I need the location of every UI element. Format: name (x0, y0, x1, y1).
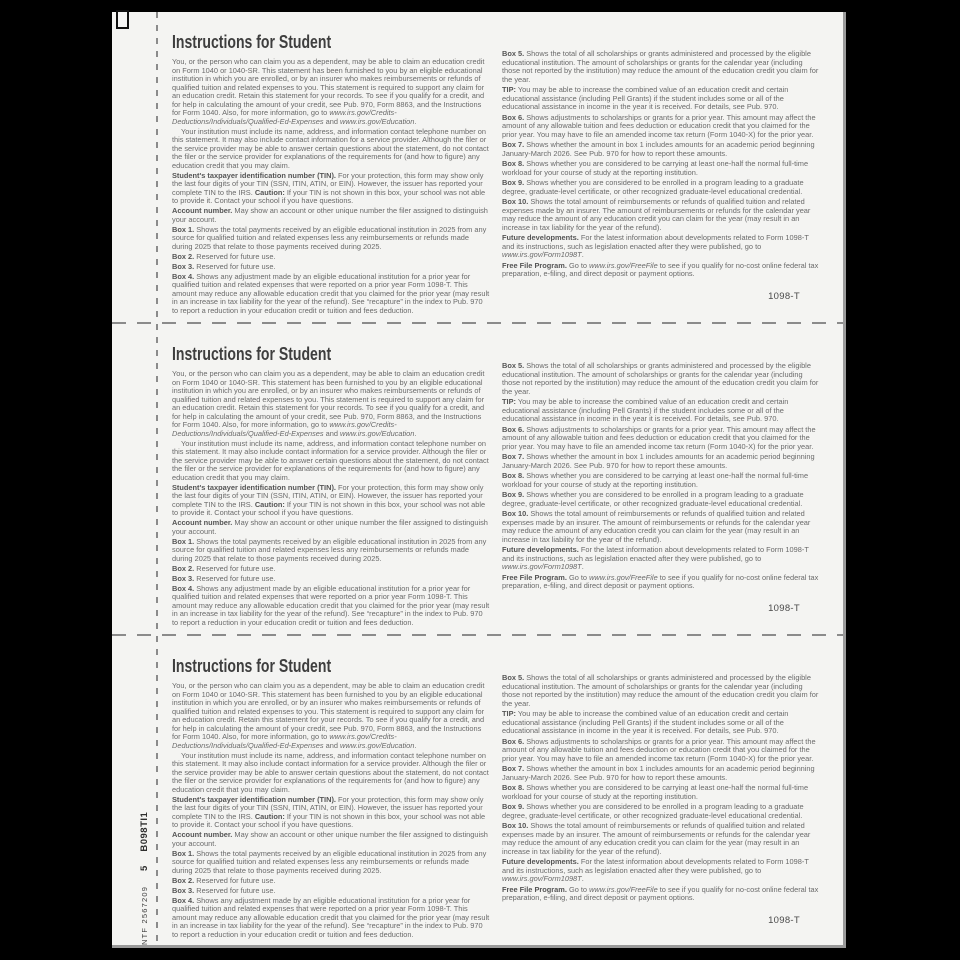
text-run: Box 9. (502, 178, 525, 187)
text-run: . (581, 250, 584, 259)
text-run: Shows whether you are considered to be carrying at least one-half the normal full-time workload for your course of study at the reporting institution. (502, 159, 809, 177)
print-spine-text (138, 812, 150, 945)
text-run: Go to (566, 260, 590, 270)
left-column-paragraphs (172, 370, 490, 627)
text-run: For the latest information about developments related to Form 1098-T and its instructions, such as legislation enacted after they were published, go to (502, 545, 809, 563)
form-page (112, 12, 846, 948)
text-run: and (323, 428, 341, 438)
text-run: Caution: (254, 811, 285, 821)
text-run: Shows the total amount of reimbursements or refunds of qualified tuition and related expenses made by an insurer. The amount of reimbursements or refunds for the calendar year may reduce the amount of any education credit you can claim for the year (may result in an increase in tax liability for the year of the refund). (502, 509, 811, 544)
left-column-paragraphs (172, 682, 490, 939)
paragraph (502, 674, 822, 708)
text-run: You, or the person who can claim you as a dependent, may be able to claim an education credit on Form 1040 or 1040-SR. This statement has been furnished to you by an eligible educational institution in which you are enrolled, or by an insurer who makes reimbursements or refunds of qualified tuition and related expenses to you. This statement is required to support any claim for an education credit. Retain this statement for your records. To see if you qualify for a credit, and for help in calculating the amount of your credit, see Pub. 970, Form 8863, and the Instructions for Form 1040. Also, for more information, go to (172, 681, 485, 741)
text-run: Box 8. (502, 783, 525, 792)
text-run: . (414, 740, 417, 750)
text-run: Future developments. (502, 233, 579, 242)
text-run: Shows whether you are considered to be enrolled in a program leading to a graduate degree, graduate-level certificate, or other recognized graduate-level educational credential. (502, 178, 804, 196)
right-column (502, 324, 822, 593)
text-run: Box 5. (502, 673, 525, 682)
left-column (172, 636, 490, 941)
text-run: Box 6. (502, 424, 525, 434)
text-run: Box 3. (172, 573, 195, 583)
paragraph (172, 897, 490, 940)
text-run: . (414, 116, 417, 126)
paragraph (172, 58, 490, 126)
text-run: You may be able to increase the combined value of an education credit and certain educational assistance (including Pell Grants) if the student includes some or all of the educational assistance in income in the year it is received. For details, see Pub. 970. (502, 709, 789, 735)
left-column (172, 12, 490, 317)
paragraph (172, 831, 490, 848)
text-run: Box 4. (172, 271, 195, 281)
instructions-panel (172, 12, 822, 324)
paragraph (172, 484, 490, 518)
paragraph (502, 86, 822, 112)
text-run: Shows any adjustment made by an eligible educational institution for a prior year for qualified tuition and related expenses that were reported on a prior year Form 1098-T. This amount may reduce any allowable education credit that you claimed for the prior year (may result in an increase in tax liability for the year of the refund). See “recapture” in the index to Pub. 970 to report a reduction in your education credit or tuition and fees deduction. (172, 583, 490, 627)
text-run: www.irs.gov/FreeFile (589, 260, 658, 270)
ntf-number: NTF 2567209 (139, 885, 149, 945)
paragraph (172, 253, 490, 262)
text-run: TIP: (502, 709, 516, 718)
text-run: . (414, 428, 417, 438)
text-run: www.irs.gov/Credits-Deductions/Individuals/Qualified-Ed-Expenses (172, 732, 397, 750)
right-column (502, 12, 822, 281)
text-run: Free File Program. (502, 260, 567, 270)
text-run: You may be able to increase the combined value of an education credit and certain educational assistance (including Pell Grants) if the student includes some or all of the educational assistance in income in the year it is received. For details, see Pub. 970. (502, 397, 789, 423)
paragraph (172, 519, 490, 536)
text-run: Box 10. (502, 821, 529, 830)
text-run: Shows whether the amount in box 1 includes amounts for an academic period beginning January-March 2026. See Pub. 970 for how to report these amounts. (502, 764, 815, 782)
paragraph (502, 546, 822, 572)
text-run: Shows any adjustment made by an eligible educational institution for a prior year for qualified tuition and related expenses that were reported on a prior year Form 1098-T. This amount may reduce any allowable education credit that you claimed for the prior year (may result in an increase in tax liability for the year of the refund). See “recapture” in the index to Pub. 970 to report a reduction in your education credit or tuition and fees deduction. (172, 271, 490, 315)
text-run: May show an account or other unique number the filer assigned to distinguish your account. (172, 518, 488, 536)
text-run: You, or the person who can claim you as a dependent, may be able to claim an education credit on Form 1040 or 1040-SR. This statement has been furnished to you by an eligible educational institution in which you are enrolled, or by an insurer who makes reimbursements or refunds of qualified tuition and related expenses to you. This statement is required to support any claim for an education credit. Retain this statement for your records. To see if you qualify for a credit, and for help in calculating the amount of your credit, see Pub. 970, Form 8863, and the Instructions for Form 1040. Also, for more information, go to (172, 369, 485, 429)
instructions-panel (172, 636, 822, 948)
text-run: Reserved for future use. (194, 573, 276, 583)
text-run: Shows the total amount of reimbursements or refunds of qualified tuition and related expenses made by an insurer. The amount of reimbursements or refunds for the calendar year may reduce the amount of any education credit you can claim for the year (may result in an increase in tax liability for the year of the refund). (502, 197, 811, 232)
text-run: www.irs.gov/FreeFile (589, 884, 658, 894)
paragraph (502, 710, 822, 736)
text-run: Box 7. (502, 140, 525, 149)
paragraph (502, 453, 822, 470)
text-run: Shows whether the amount in box 1 includes amounts for an academic period beginning January-March 2026. See Pub. 970 for how to report these amounts. (502, 452, 815, 470)
text-run: Box 6. (502, 736, 525, 746)
text-run: Shows adjustments to scholarships or grants for a prior year. This amount may affect the amount of any allowable tuition and fees deduction or education credit that you claimed for the prior year. You may have to file an amended income tax return (Form 1040-X) for the prior year. (502, 424, 816, 451)
paragraph (502, 510, 822, 544)
text-run: . (581, 562, 584, 571)
text-run: Account number. (172, 206, 233, 215)
text-run: Free File Program. (502, 884, 567, 894)
paragraph (172, 887, 490, 896)
paragraph (502, 574, 822, 591)
text-run: Box 1. (172, 848, 195, 858)
text-run: Reserved for future use. (194, 251, 276, 261)
text-run: Box 5. (502, 49, 525, 58)
text-run: Box 3. (172, 885, 195, 895)
text-run: Box 3. (172, 261, 195, 271)
text-run: to see if you qualify for no-cost online federal tax preparation, e-filing, and direct deposit or payment options. (502, 884, 819, 902)
text-run: . (581, 874, 584, 883)
text-run: www.irs.gov/Form1098T (502, 250, 582, 259)
text-run: If your TIN is not shown in this box, your school was not able to provide it. Contact your school if you have questions. (172, 187, 486, 205)
text-run: If your TIN is not shown in this box, your school was not able to provide it. Contact your school if you have questions. (172, 811, 486, 829)
text-run: Box 2. (172, 563, 195, 573)
paragraph (502, 426, 822, 452)
text-run: Caution: (254, 499, 285, 509)
paragraph (172, 575, 490, 584)
paragraph (172, 796, 490, 830)
text-run: TIP: (502, 85, 516, 94)
text-run: Shows the total amount of reimbursements or refunds of qualified tuition and related expenses made by an insurer. The amount of reimbursements or refunds for the calendar year may reduce the amount of any education credit you can claim for the year (may result in an increase in tax liability for the year of the refund). (502, 821, 811, 856)
paragraph (172, 440, 490, 483)
text-run: For the latest information about developments related to Form 1098-T and its instructions, such as legislation enacted after they were published, go to (502, 857, 809, 875)
text-run: Shows the total of all scholarships or grants administered and processed by the eligible educational institution. The amount of scholarships or grants for the calendar year (including those not reported by the institution) may reduce the amount of the education credit you claim for the year. (502, 361, 819, 396)
text-run: Shows adjustments to scholarships or grants for a prior year. This amount may affect the amount of any allowable tuition and fees deduction or education credit that you claimed for the prior year. You may have to file an amended income tax return (Form 1040-X) for the prior year. (502, 736, 816, 763)
text-run: Shows adjustments to scholarships or grants for a prior year. This amount may affect the amount of any allowable tuition and fees deduction or education credit that you claimed for the prior year. You may have to file an amended income tax return (Form 1040-X) for the prior year. (502, 112, 816, 139)
text-run: Shows the total payments received by an eligible educational institution in 2025 from any source for qualified tuition and related expenses less any reimbursements or refunds made during 2025 that relate to those payments received during 2025. (172, 536, 487, 563)
text-run: For your protection, this form may show only the last four digits of your TIN (SSN, ITIN, ATIN, or EIN). However, the issuer has reported your complete TIN to the IRS. (172, 794, 484, 821)
text-run: Box 2. (172, 251, 195, 261)
text-run: Account number. (172, 518, 233, 527)
paragraph (172, 263, 490, 272)
text-run: Go to (566, 572, 590, 582)
text-run: Box 2. (172, 875, 195, 885)
text-run: May show an account or other unique number the filer assigned to distinguish your account. (172, 830, 488, 848)
text-run: Reserved for future use. (194, 261, 276, 271)
paragraph (502, 886, 822, 903)
paragraph (502, 738, 822, 764)
text-run: to see if you qualify for no-cost online federal tax preparation, e-filing, and direct deposit or payment options. (502, 572, 819, 590)
text-run: www.irs.gov/Education (340, 428, 415, 438)
paragraph (502, 858, 822, 884)
paragraph (502, 398, 822, 424)
sheet-number: 5 (138, 865, 150, 871)
text-run: Your institution must include its name, address, and information contact telephone number on this statement. It may also include contact information for a service provider. Although the filer or the service provider may be able to answer certain questions about the statement, do not contact the filer or the service provider for explanations of the requirements for (and how to figure) any education credit that you may claim. (172, 438, 489, 482)
text-run: Reserved for future use. (194, 563, 276, 573)
text-run: Shows the total payments received by an eligible educational institution in 2025 from any source for qualified tuition and related expenses less any reimbursements or refunds made during 2025 that relate to those payments received during 2025. (172, 224, 487, 251)
paragraph (502, 472, 822, 489)
paragraph (502, 160, 822, 177)
paragraph (502, 179, 822, 196)
text-run: www.irs.gov/Education (340, 740, 415, 750)
text-run: Your institution must include its name, address, and information contact telephone number on this statement. It may also include contact information for a service provider. Although the filer or the service provider may be able to answer certain questions about the statement, do not contact the filer or the service provider for explanations of the requirements for (and how to figure) any education credit that you may claim. (172, 126, 489, 170)
paragraph (172, 850, 490, 876)
paragraph (172, 682, 490, 750)
text-run: May show an account or other unique number the filer assigned to distinguish your account. (172, 206, 488, 224)
left-column (172, 324, 490, 629)
paragraph (502, 491, 822, 508)
panel-heading: Instructions for Student (172, 344, 332, 364)
text-run: Go to (566, 884, 590, 894)
text-run: Box 7. (502, 764, 525, 773)
text-run: Box 8. (502, 471, 525, 480)
panel-heading: Instructions for Student (172, 656, 332, 676)
text-run: Shows whether you are considered to be enrolled in a program leading to a graduate degree, graduate-level certificate, or other recognized graduate-level educational credential. (502, 490, 804, 508)
paragraph (502, 803, 822, 820)
text-run: Box 9. (502, 490, 525, 499)
text-run: You may be able to increase the combined value of an education credit and certain educational assistance (including Pell Grants) if the student includes some or all of the educational assistance in income in the year it is received. For details, see Pub. 970. (502, 85, 789, 111)
text-run: Shows the total of all scholarships or grants administered and processed by the eligible educational institution. The amount of scholarships or grants for the calendar year (including those not reported by the institution) may reduce the amount of the education credit you claim for the year. (502, 673, 819, 708)
form-number-label: 1098-T (768, 291, 800, 302)
text-run: Box 9. (502, 802, 525, 811)
text-run: Student's taxpayer identification number (TIN). (172, 482, 336, 492)
text-run: www.irs.gov/Education (340, 116, 415, 126)
paragraph (172, 172, 490, 206)
text-run: TIP: (502, 397, 516, 406)
text-run: Box 10. (502, 197, 529, 206)
text-run: www.irs.gov/Form1098T (502, 562, 582, 571)
text-run: Shows the total payments received by an eligible educational institution in 2025 from any source for qualified tuition and related expenses less any reimbursements or refunds made during 2025 that relate to those payments received during 2025. (172, 848, 487, 875)
text-run: and (323, 740, 341, 750)
form-number-label: 1098-T (768, 915, 800, 926)
text-run: Student's taxpayer identification number (TIN). (172, 170, 336, 180)
paragraph (172, 273, 490, 316)
paragraph (172, 877, 490, 886)
text-run: Free File Program. (502, 572, 567, 582)
right-column (502, 636, 822, 905)
text-run: Box 1. (172, 536, 195, 546)
text-run: For the latest information about developments related to Form 1098-T and its instructions, such as legislation enacted after they were published, go to (502, 233, 809, 251)
text-run: Shows any adjustment made by an eligible educational institution for a prior year for qualified tuition and related expenses that were reported on a prior year Form 1098-T. This amount may reduce any allowable education credit that you claimed for the prior year (may result in an increase in tax liability for the year of the refund). See “recapture” in the index to Pub. 970 to report a reduction in your education credit or tuition and fees deduction. (172, 895, 490, 939)
text-run: Future developments. (502, 545, 579, 554)
paragraph (172, 226, 490, 252)
paragraph (172, 752, 490, 795)
text-run: Your institution must include its name, address, and information contact telephone number on this statement. It may also include contact information for a service provider. Although the filer or the service provider may be able to answer certain questions about the statement, do not contact the filer or the service provider for explanations of the requirements for (and how to figure) any education credit that you may claim. (172, 750, 489, 794)
text-run: www.irs.gov/Credits-Deductions/Individuals/Qualified-Ed-Expenses (172, 108, 397, 126)
text-run: Caution: (254, 187, 285, 197)
paragraph (502, 234, 822, 260)
text-run: to see if you qualify for no-cost online federal tax preparation, e-filing, and direct deposit or payment options. (502, 260, 819, 278)
text-run: www.irs.gov/Credits-Deductions/Individuals/Qualified-Ed-Expenses (172, 420, 397, 438)
text-run: If your TIN is not shown in this box, your school was not able to provide it. Contact your school if you have questions. (172, 499, 486, 517)
text-run: Reserved for future use. (194, 875, 276, 885)
paragraph (172, 585, 490, 628)
paragraph (502, 141, 822, 158)
text-run: Shows whether you are considered to be carrying at least one-half the normal full-time workload for your course of study at the reporting institution. (502, 471, 809, 489)
text-run: and (323, 116, 341, 126)
paragraph (502, 114, 822, 140)
text-run: Reserved for future use. (194, 885, 276, 895)
text-run: Future developments. (502, 857, 579, 866)
corner-registration-mark (116, 10, 129, 29)
paragraph (502, 262, 822, 279)
text-run: For your protection, this form may show only the last four digits of your TIN (SSN, ITIN, ATIN, or EIN). However, the issuer has reported your complete TIN to the IRS. (172, 482, 484, 509)
text-run: www.irs.gov/FreeFile (589, 572, 658, 582)
paragraph (172, 128, 490, 171)
text-run: Box 4. (172, 895, 195, 905)
text-run: Box 7. (502, 452, 525, 461)
paragraph (172, 565, 490, 574)
left-column-paragraphs (172, 58, 490, 315)
perforation-line-vertical (156, 12, 158, 945)
instructions-panel (172, 324, 822, 636)
text-run: You, or the person who can claim you as a dependent, may be able to claim an education credit on Form 1040 or 1040-SR. This statement has been furnished to you by an eligible educational institution in which you are enrolled, or by an insurer who makes reimbursements or refunds of qualified tuition and related expenses to you. This statement is required to support any claim for an education credit. Retain this statement for your records. To see if you qualify for a credit, and for help in calculating the amount of your credit, see Pub. 970, Form 8863, and the Instructions for Form 1040. Also, for more information, go to (172, 57, 485, 117)
text-run: Box 5. (502, 361, 525, 370)
text-run: Box 10. (502, 509, 529, 518)
paragraph (172, 207, 490, 224)
form-print-code: B098TI1 (138, 811, 150, 852)
paragraph (502, 784, 822, 801)
paragraph (502, 822, 822, 856)
paragraph (172, 538, 490, 564)
paragraph (502, 198, 822, 232)
text-run: Account number. (172, 830, 233, 839)
paragraph (502, 362, 822, 396)
text-run: Shows the total of all scholarships or grants administered and processed by the eligible educational institution. The amount of scholarships or grants for the calendar year (including those not reported by the institution) may reduce the amount of the education credit you claim for the year. (502, 49, 819, 84)
text-run: Student's taxpayer identification number (TIN). (172, 794, 336, 804)
panel-heading: Instructions for Student (172, 32, 332, 52)
paragraph (172, 370, 490, 438)
paragraph (502, 765, 822, 782)
text-run: Box 4. (172, 583, 195, 593)
paragraph (502, 50, 822, 84)
text-run: Shows whether you are considered to be carrying at least one-half the normal full-time workload for your course of study at the reporting institution. (502, 783, 809, 801)
text-run: Shows whether you are considered to be enrolled in a program leading to a graduate degree, graduate-level certificate, or other recognized graduate-level educational credential. (502, 802, 804, 820)
text-run: For your protection, this form may show only the last four digits of your TIN (SSN, ITIN, ATIN, or EIN). However, the issuer has reported your complete TIN to the IRS. (172, 170, 484, 197)
text-run: www.irs.gov/Form1098T (502, 874, 582, 883)
form-number-label: 1098-T (768, 603, 800, 614)
text-run: Shows whether the amount in box 1 includes amounts for an academic period beginning January-March 2026. See Pub. 970 for how to report these amounts. (502, 140, 815, 158)
text-run: Box 8. (502, 159, 525, 168)
text-run: Box 1. (172, 224, 195, 234)
text-run: Box 6. (502, 112, 525, 122)
